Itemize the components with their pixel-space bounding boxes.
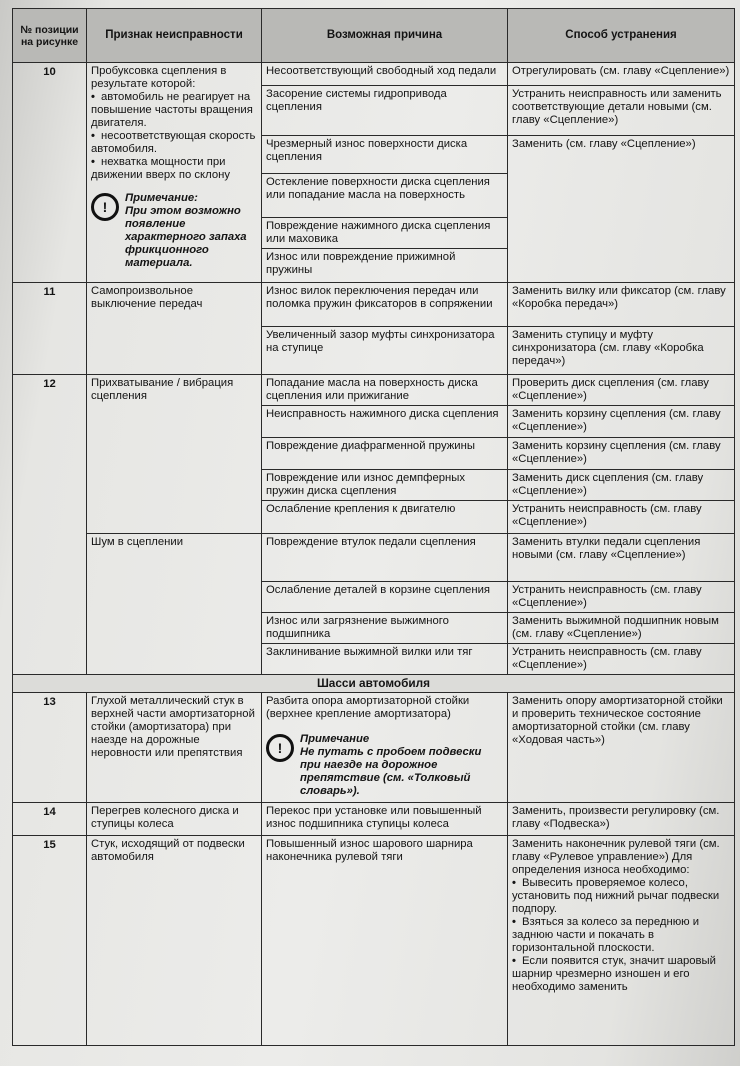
symptom-cell: Прихватывание / вибрация сцепления [87, 375, 262, 534]
table-row [13, 375, 735, 406]
symptom-cell: Стук, исходящий от подвески автомобиля [87, 836, 262, 1046]
cause-cell: Износ или повреждение прижимной пружины [262, 249, 508, 283]
note-text: Не путать с пробоем подвески при наезде на дорожное препятствие (см. «Толковый словарь»). [300, 746, 482, 797]
cause-cell: Повреждение диафрагменной пружины [262, 438, 508, 470]
list-item: • несоответствующая скорость автомобиля. [91, 130, 256, 155]
remedy-cell: Устранить неисправность (см. главу «Сцепление») [508, 501, 735, 534]
troubleshooting-table [12, 8, 735, 1046]
cause-cell: Остекление поверхности диска сцепления или попадание масла на поверхность [262, 174, 508, 218]
table-row [13, 63, 735, 86]
table-row [13, 803, 735, 836]
remedy-cell: Заменить (см. главу «Сцепление») [508, 136, 735, 283]
cause-cell: Износ или загрязнение выжимного подшипника [262, 613, 508, 644]
list-item-text: нехватка мощности при движении вверх по склону [91, 156, 230, 181]
list-item: • Если появится стук, значит шаровый шарнир чрезмерно изношен и его необходимо заменить [512, 955, 716, 993]
symptom-cell: Перегрев колесного диска и ступицы колеса [87, 803, 262, 836]
exclamation-circle-icon: ! [91, 193, 119, 221]
table-row [13, 283, 735, 327]
table-row [13, 836, 735, 1046]
list-item-text: Вывесить проверяемое колесо, установить под нижний рычаг подвески подпору. [512, 877, 720, 915]
symptom-cell: Глухой металлический стук в верхней части амортизаторной стойки (амортизатора) при наезде на дорожные неровности или препятствия [87, 693, 262, 803]
cause-cell: Перекос при установке или повышенный износ подшипника ступицы колеса [262, 803, 508, 836]
remedy-cell: Заменить втулки педали сцепления новыми (см. главу «Сцепление») [508, 534, 735, 582]
list-item-text: несоответствующая скорость автомобиля. [91, 130, 256, 155]
row-number: 14 [13, 803, 87, 836]
note-text: При этом возможно появление характерного запаха фрикционного материала. [125, 205, 247, 269]
header-symptom: Признак неисправности [87, 9, 262, 63]
remedy-cell: Заменить вилку или фиксатор (см. главу «Коробка передач») [508, 283, 735, 327]
remedy-cell: Заменить диск сцепления (см. главу «Сцепление») [508, 470, 735, 501]
header-row [13, 9, 735, 63]
symptom-list [91, 91, 257, 182]
note [266, 733, 503, 798]
symptom-cell [87, 63, 262, 283]
header-num: № позиции на рисунке [13, 9, 87, 63]
note [91, 192, 257, 270]
cause-cell: Увеличенный зазор муфты синхронизатора на ступице [262, 327, 508, 375]
remedy-cell: Заменить, произвести регулировку (см. главу «Подвеска») [508, 803, 735, 836]
remedy-cell: Заменить выжимной подшипник новым (см. главу «Сцепление») [508, 613, 735, 644]
row-number: 15 [13, 836, 87, 1046]
cause-cell: Повреждение нажимного диска сцепления или маховика [262, 218, 508, 249]
remedy-cell [508, 836, 735, 1046]
remedy-cell: Устранить неисправность (см. главу «Сцепление») [508, 644, 735, 675]
table-row [13, 534, 735, 582]
row-number: 11 [13, 283, 87, 375]
row-number: 13 [13, 693, 87, 803]
remedy-list [512, 877, 730, 994]
remedy-cell: Проверить диск сцепления (см. главу «Сцепление») [508, 375, 735, 406]
list-item: • Взяться за колесо за переднюю и заднюю части и покачать в горизонтальной плоскости. [512, 916, 700, 954]
cause-cell: Повреждение втулок педали сцепления [262, 534, 508, 582]
cause-text: Разбита опора амортизаторной стойки (верхнее крепление амортизатора) [266, 695, 470, 720]
remedy-cell: Заменить корзину сцепления (см. главу «Сцепление») [508, 438, 735, 470]
row-number: 12 [13, 375, 87, 675]
remedy-cell: Отрегулировать (см. главу «Сцепление») [508, 63, 735, 86]
cause-cell: Износ вилок переключения передач или поломка пружин фиксаторов в сопряжении [262, 283, 508, 327]
cause-cell: Заклинивание выжимной вилки или тяг [262, 644, 508, 675]
section-title: Шасси автомобиля [13, 675, 735, 693]
cause-cell: Засорение системы гидропривода сцепления [262, 86, 508, 136]
cause-cell: Повышенный износ шарового шарнира наконечника рулевой тяги [262, 836, 508, 1046]
cause-cell: Несоответствующий свободный ход педали [262, 63, 508, 86]
remedy-cell: Устранить неисправность (см. главу «Сцепление») [508, 582, 735, 613]
cause-cell: Ослабление деталей в корзине сцепления [262, 582, 508, 613]
cause-cell: Попадание масла на поверхность диска сцепления или прижигание [262, 375, 508, 406]
list-item-text: Взяться за колесо за переднюю и заднюю части и покачать в горизонтальной плоскости. [512, 916, 700, 954]
list-item: • нехватка мощности при движении вверх по склону [91, 156, 230, 181]
list-item-text: автомобиль не реагирует на повышение частоты вращения двигателя. [91, 91, 253, 129]
table-row [13, 693, 735, 803]
header-remedy: Способ устранения [508, 9, 735, 63]
note-title: Примечание [300, 733, 370, 745]
remedy-cell: Заменить корзину сцепления (см. главу «Сцепление») [508, 406, 735, 438]
list-item: • Вывесить проверяемое колесо, установить под нижний рычаг подвески подпору. [512, 877, 720, 915]
list-item-text: Если появится стук, значит шаровый шарнир чрезмерно изношен и его необходимо заменить [512, 955, 716, 993]
remedy-cell: Заменить опору амортизаторной стойки и проверить техническое состояние амортизаторной стойки (см. главу «Ходовая часть») [508, 693, 735, 803]
cause-cell: Ослабление крепления к двигателю [262, 501, 508, 534]
cause-cell: Неисправность нажимного диска сцепления [262, 406, 508, 438]
remedy-cell: Устранить неисправность или заменить соответствующие детали новыми (см. главу «Сцепление») [508, 86, 735, 136]
header-cause: Возможная причина [262, 9, 508, 63]
section-row [13, 675, 735, 693]
row-number: 10 [13, 63, 87, 283]
list-item: • автомобиль не реагирует на повышение частоты вращения двигателя. [91, 91, 253, 129]
symptom-cell: Шум в сцеплении [87, 534, 262, 675]
cause-cell: Чрезмерный износ поверхности диска сцепления [262, 136, 508, 174]
cause-cell [262, 693, 508, 803]
symptom-text: Пробуксовка сцепления в результате которой: [91, 65, 227, 90]
remedy-cell: Заменить ступицу и муфту синхронизатора (см. главу «Коробка передач») [508, 327, 735, 375]
exclamation-circle-icon: ! [266, 734, 294, 762]
remedy-text: Заменить наконечник рулевой тяги (см. главу «Рулевое управление») Для определения износа необходимо: [512, 838, 720, 876]
note-title: Примечание: [125, 192, 198, 204]
symptom-cell: Самопроизвольное выключение передач [87, 283, 262, 375]
cause-cell: Повреждение или износ демпферных пружин диска сцепления [262, 470, 508, 501]
